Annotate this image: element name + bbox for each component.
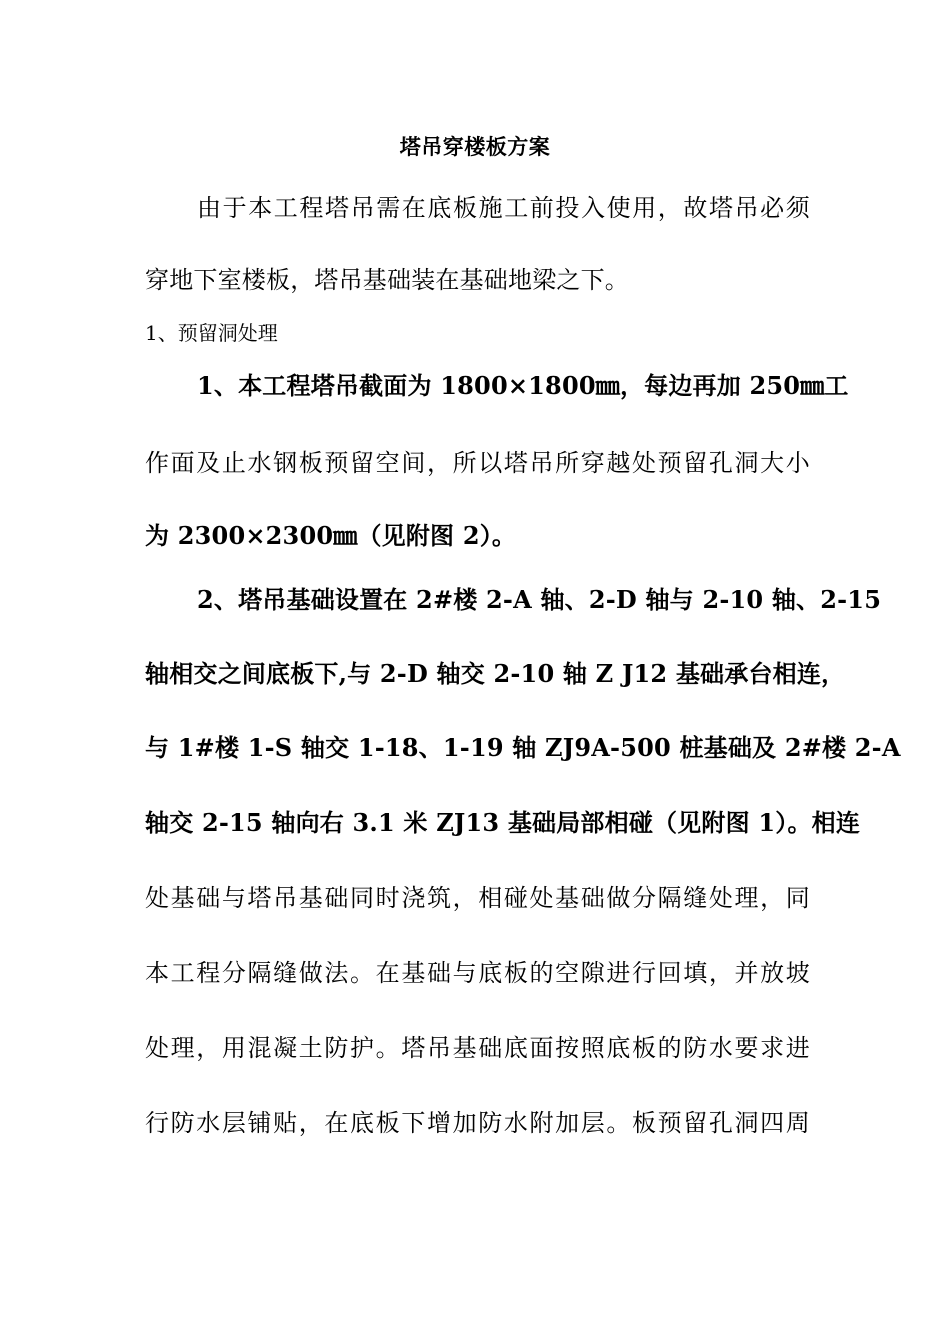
paragraph-line: 为 2300×2300㎜（见附图 2）。: [145, 521, 517, 550]
paragraph-line: 轴交 2-15 轴向右 3.1 米 ZJ13 基础局部相碰（见附图 1）。相连: [145, 808, 861, 837]
paragraph-line: 本工程分隔缝做法。在基础与底板的空隙进行回填，并放坡: [145, 959, 810, 987]
paragraph-line: 行防水层铺贴，在底板下增加防水附加层。板预留孔洞四周: [145, 1109, 810, 1137]
document-title: 塔吊穿楼板方案: [399, 134, 551, 159]
paragraph-line: 2、塔吊基础设置在 2#楼 2-A 轴、2-D 轴与 2-10 轴、2-15: [197, 585, 882, 614]
paragraph-line: 轴相交之间底板下,与 2-D 轴交 2-10 轴 Z J12 基础承台相连，: [145, 659, 846, 688]
paragraph-line: 由于本工程塔吊需在底板施工前投入使用，故塔吊必须: [197, 194, 810, 222]
paragraph-line: 作面及止水钢板预留空间，所以塔吊所穿越处预留孔洞大小: [145, 449, 810, 477]
section-heading: 1、预留洞处理: [145, 321, 278, 345]
paragraph-line: 与 1#楼 1-S 轴交 1-18、1-19 轴 ZJ9A-500 桩基础及 2#楼 2-A: [145, 733, 901, 762]
paragraph-line: 处基础与塔吊基础同时浇筑，相碰处基础做分隔缝处理，同: [145, 884, 810, 912]
paragraph-line: 穿地下室楼板，塔吊基础装在基础地梁之下。: [145, 266, 629, 294]
paragraph-line: 1、本工程塔吊截面为 1800×1800㎜，每边再加 250㎜工: [197, 371, 849, 400]
paragraph-line: 处理，用混凝土防护。塔吊基础底面按照底板的防水要求进: [145, 1034, 810, 1062]
